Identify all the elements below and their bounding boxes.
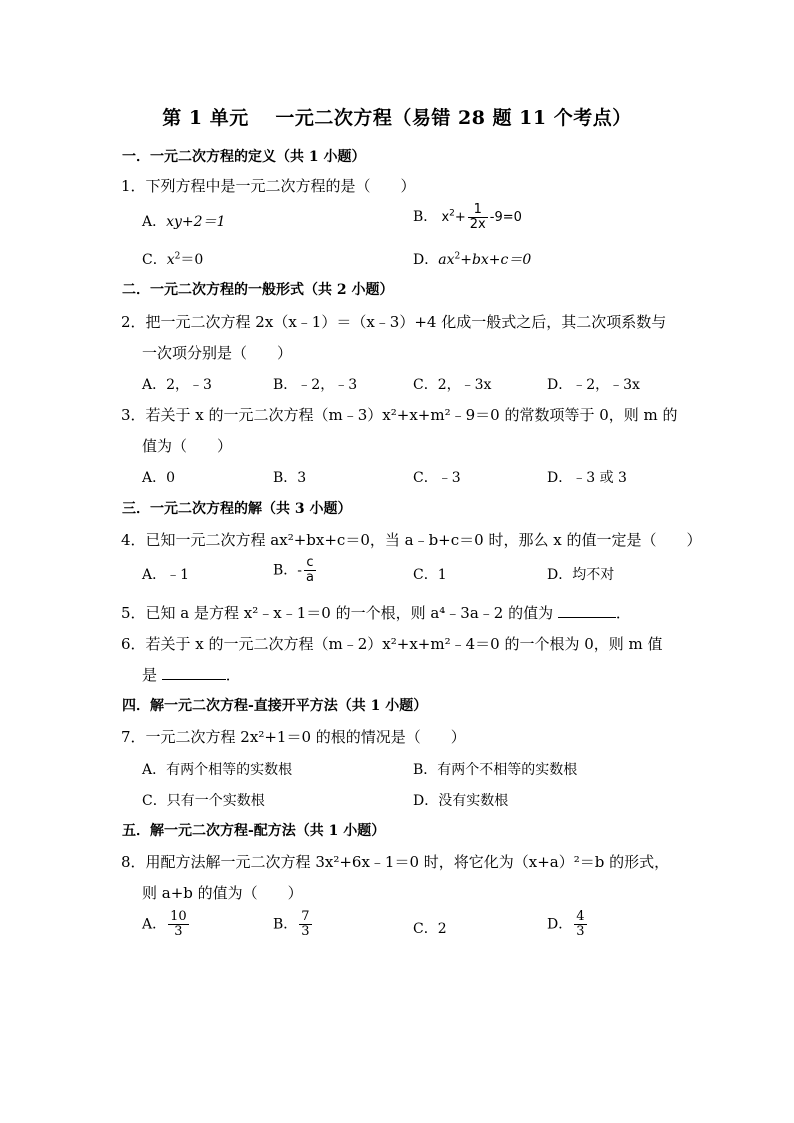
q1-option-b: B． $x^2+$ $\frac{1}{2x}$ -9=0 (413, 202, 522, 232)
section-heading-3: 三．一元二次方程的解（共 3 小题） (122, 501, 352, 517)
q2-option-a: A．2，﹣3 (142, 377, 212, 393)
question-2-line-2: 一次项分别是（ ） (142, 344, 293, 362)
section-heading-2: 二．一元二次方程的一般形式（共 2 小题） (122, 282, 394, 298)
q7-option-c: C．只有一个实数根 (142, 793, 265, 809)
q8-option-c: C．2 (413, 921, 447, 937)
q4-option-b: B．- $\frac{c}{a}$ (273, 555, 314, 585)
q1-option-a: A．xy+2＝1 (142, 214, 226, 230)
page-title: 第 1 单元 一元二次方程（易错 28 题 11 个考点） (162, 107, 632, 129)
q3-option-d: D．﹣3 或 3 (547, 470, 627, 486)
q3-option-b: B．3 (273, 470, 307, 486)
question-5: 5．已知 a 是方程 x²﹣x﹣1＝0 的一个根，则 a⁴﹣3a﹣2 的值为 ． (121, 604, 631, 622)
q2-option-d: D．﹣2，﹣3x (547, 377, 640, 393)
section-heading-1: 一．一元二次方程的定义（共 1 小题） (122, 149, 366, 165)
q3-option-a: A．0 (142, 470, 176, 486)
answer-blank (558, 603, 616, 618)
answer-blank (162, 665, 226, 680)
q1-option-d: D．$ax^2+bx+c=0$ (413, 251, 532, 268)
q8-option-a: A． $\frac{10}{3}$ (142, 909, 187, 939)
q8-option-d: D． $\frac{4}{3}$ (547, 909, 585, 939)
q3-option-c: C．﹣3 (413, 470, 461, 486)
question-3-line-1: 3．若关于 x 的一元二次方程（m﹣3）x²+x+m²﹣9＝0 的常数项等于 0，则 m 的 (121, 406, 678, 424)
section-heading-4: 四．解一元二次方程-直接开平方法（共 1 小题） (122, 698, 428, 714)
q7-option-d: D．没有实数根 (413, 793, 509, 809)
q7-option-a: A．有两个相等的实数根 (142, 762, 293, 778)
question-2-line-1: 2．把一元二次方程 2x（x﹣1）＝（x﹣3）+4 化成一般式之后，其二次项系数与 (121, 313, 667, 331)
q2-option-c: C．2，﹣3x (413, 377, 492, 393)
question-6-line-2: 是 ． (142, 666, 241, 684)
question-1-stem: 1．下列方程中是一元二次方程的是（ ） (121, 177, 416, 195)
question-8-line-2: 则 a+b 的值为（ ） (142, 884, 303, 902)
q4-option-d: D．均不对 (547, 567, 615, 583)
q7-option-b: B．有两个不相等的实数根 (413, 762, 578, 778)
q4-option-a: A．﹣1 (142, 567, 190, 583)
question-7-stem: 7．一元二次方程 2x²+1＝0 的根的情况是（ ） (121, 728, 466, 746)
q4-option-c: C．1 (413, 567, 447, 583)
q1-option-c: C．$x^2=0$ (142, 251, 204, 268)
q2-option-b: B．﹣2，﹣3 (273, 377, 358, 393)
question-8-line-1: 8．用配方法解一元二次方程 3x²+6x﹣1＝0 时，将它化为（x+a）²＝b 的形式， (121, 853, 670, 871)
question-4-stem: 4．已知一元二次方程 ax²+bx+c＝0，当 a﹣b+c＝0 时，那么 x 的值一定是（ ） (121, 531, 702, 549)
question-3-line-2: 值为（ ） (142, 437, 233, 455)
q8-option-b: B． $\frac{7}{3}$ (273, 909, 310, 939)
section-heading-5: 五．解一元二次方程-配方法（共 1 小题） (122, 823, 386, 839)
question-6-line-1: 6．若关于 x 的一元二次方程（m﹣2）x²+x+m²﹣4＝0 的一个根为 0，则 m 值 (121, 635, 663, 653)
